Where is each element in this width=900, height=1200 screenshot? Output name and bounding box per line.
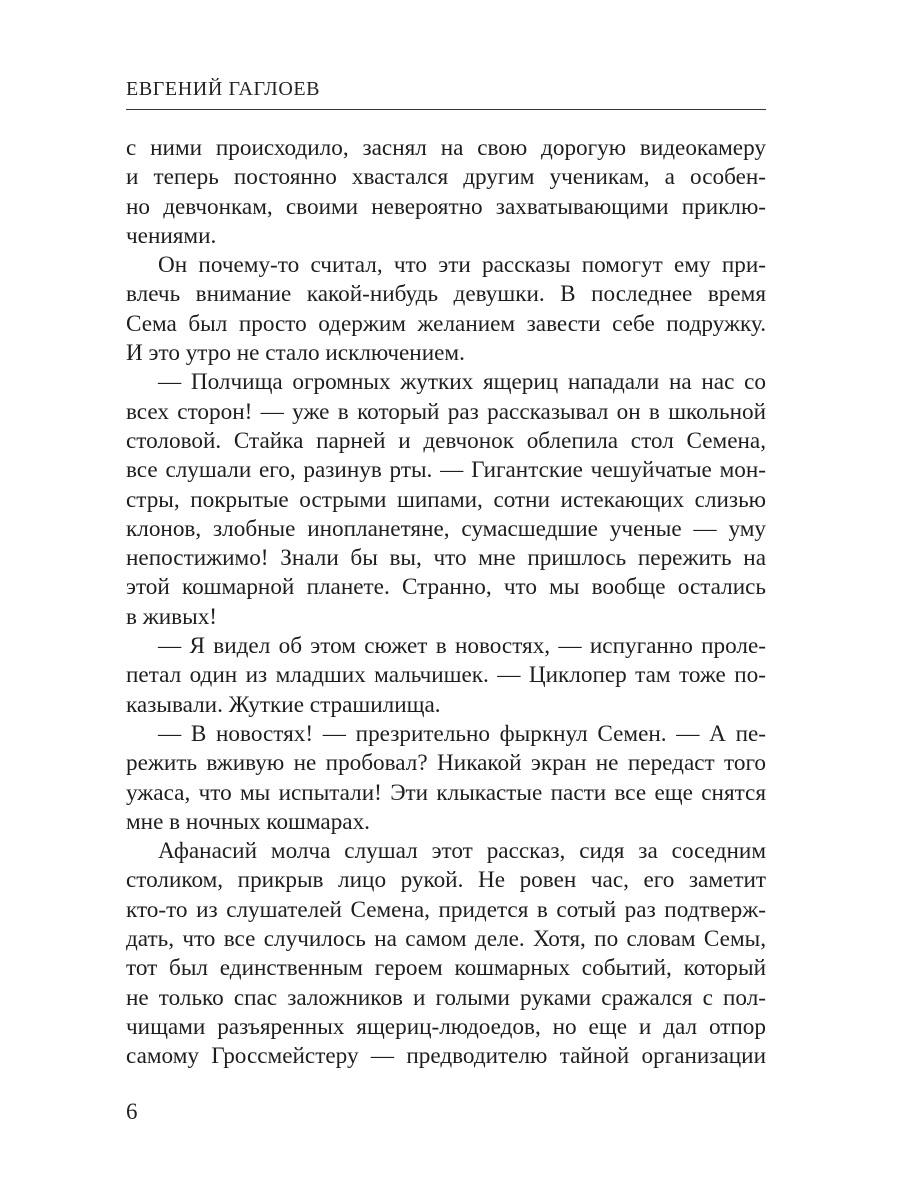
text-line: чениями. bbox=[126, 222, 217, 249]
text-line: не только спас заложников и голыми руками сражался с пол- bbox=[126, 984, 766, 1011]
text-line: всех сторон! — уже в который раз рассказывал он в школьной bbox=[126, 398, 766, 425]
text-line: этой кошмарной планете. Странно, что мы вообще остались bbox=[126, 574, 766, 601]
text-line: стры, покрытые острыми шипами, сотни истекающих слизью bbox=[126, 486, 766, 513]
text-line: казывали. Жуткие страшилища. bbox=[126, 691, 441, 718]
text-line: самому Гроссмейстеру — предводителю тайной организации bbox=[126, 1043, 766, 1070]
text-line: петал один из младших мальчишек. — Циклопер там тоже по- bbox=[126, 662, 766, 689]
text-line: столовой. Стайка парней и девчонок облепила стол Семена, bbox=[126, 427, 766, 454]
running-head: ЕВГЕНИЙ ГАГЛОЕВ bbox=[126, 78, 321, 100]
text-line: но девчонкам, своими невероятно захватывающими приклю- bbox=[126, 193, 766, 220]
page-number: 6 bbox=[126, 1099, 138, 1124]
text-line: И это утро не стало исключением. bbox=[126, 340, 465, 367]
text-line: Афанасий молча слушал этот рассказ, сидя за соседним bbox=[158, 838, 766, 865]
text-line: Сема был просто одержим желанием завести себе подружку. bbox=[126, 310, 766, 337]
text-line: чищами разъяренных ящериц-людоедов, но еще и дал отпор bbox=[126, 1013, 766, 1040]
text-line: с ними происходило, заснял на свою дорогую видеокамеру bbox=[126, 135, 766, 161]
text-line: клонов, злобные инопланетяне, сумасшедшие ученые — уму bbox=[126, 515, 766, 542]
text-line: мне в ночных кошмарах. bbox=[126, 808, 370, 835]
text-line: режить вживую не пробовал? Никакой экран не передаст того bbox=[126, 750, 766, 777]
text-line: влечь внимание какой-нибудь девушки. В последнее время bbox=[126, 281, 766, 308]
text-line: дать, что все случилось на самом деле. Хотя, по словам Семы, bbox=[126, 926, 766, 953]
text-line: Он почему-то считал, что эти рассказы помогут ему при- bbox=[158, 252, 766, 279]
text-line: — В новостях! — презрительно фыркнул Семен. — А пе- bbox=[158, 720, 766, 747]
text-line: тот был единственным героем кошмарных событий, который bbox=[126, 955, 766, 982]
text-line: непостижимо! Знали бы вы, что мне пришлось пережить на bbox=[126, 545, 766, 572]
text-line: все слушали его, разинув рты. — Гигантские чешуйчатые мон- bbox=[126, 457, 766, 484]
text-line: ужаса, что мы испытали! Эти клыкастые пасти все еще снятся bbox=[126, 779, 766, 806]
text-line: столиком, прикрыв лицо рукой. Не ровен час, его заметит bbox=[126, 867, 766, 894]
text-line: и теперь постоянно хвастался другим ученикам, а особен- bbox=[126, 164, 766, 191]
text-line: кто-то из слушателей Семена, придется в сотый раз подтверж- bbox=[126, 896, 766, 923]
body-text bbox=[126, 134, 766, 1072]
text-line: — Я видел об этом сюжет в новостях, — испуганно проле- bbox=[158, 633, 766, 660]
text-line: в живых! bbox=[126, 603, 218, 630]
text-line: — Полчища огромных жутких ящериц нападали на нас со bbox=[158, 369, 766, 396]
header-rule bbox=[126, 109, 766, 110]
